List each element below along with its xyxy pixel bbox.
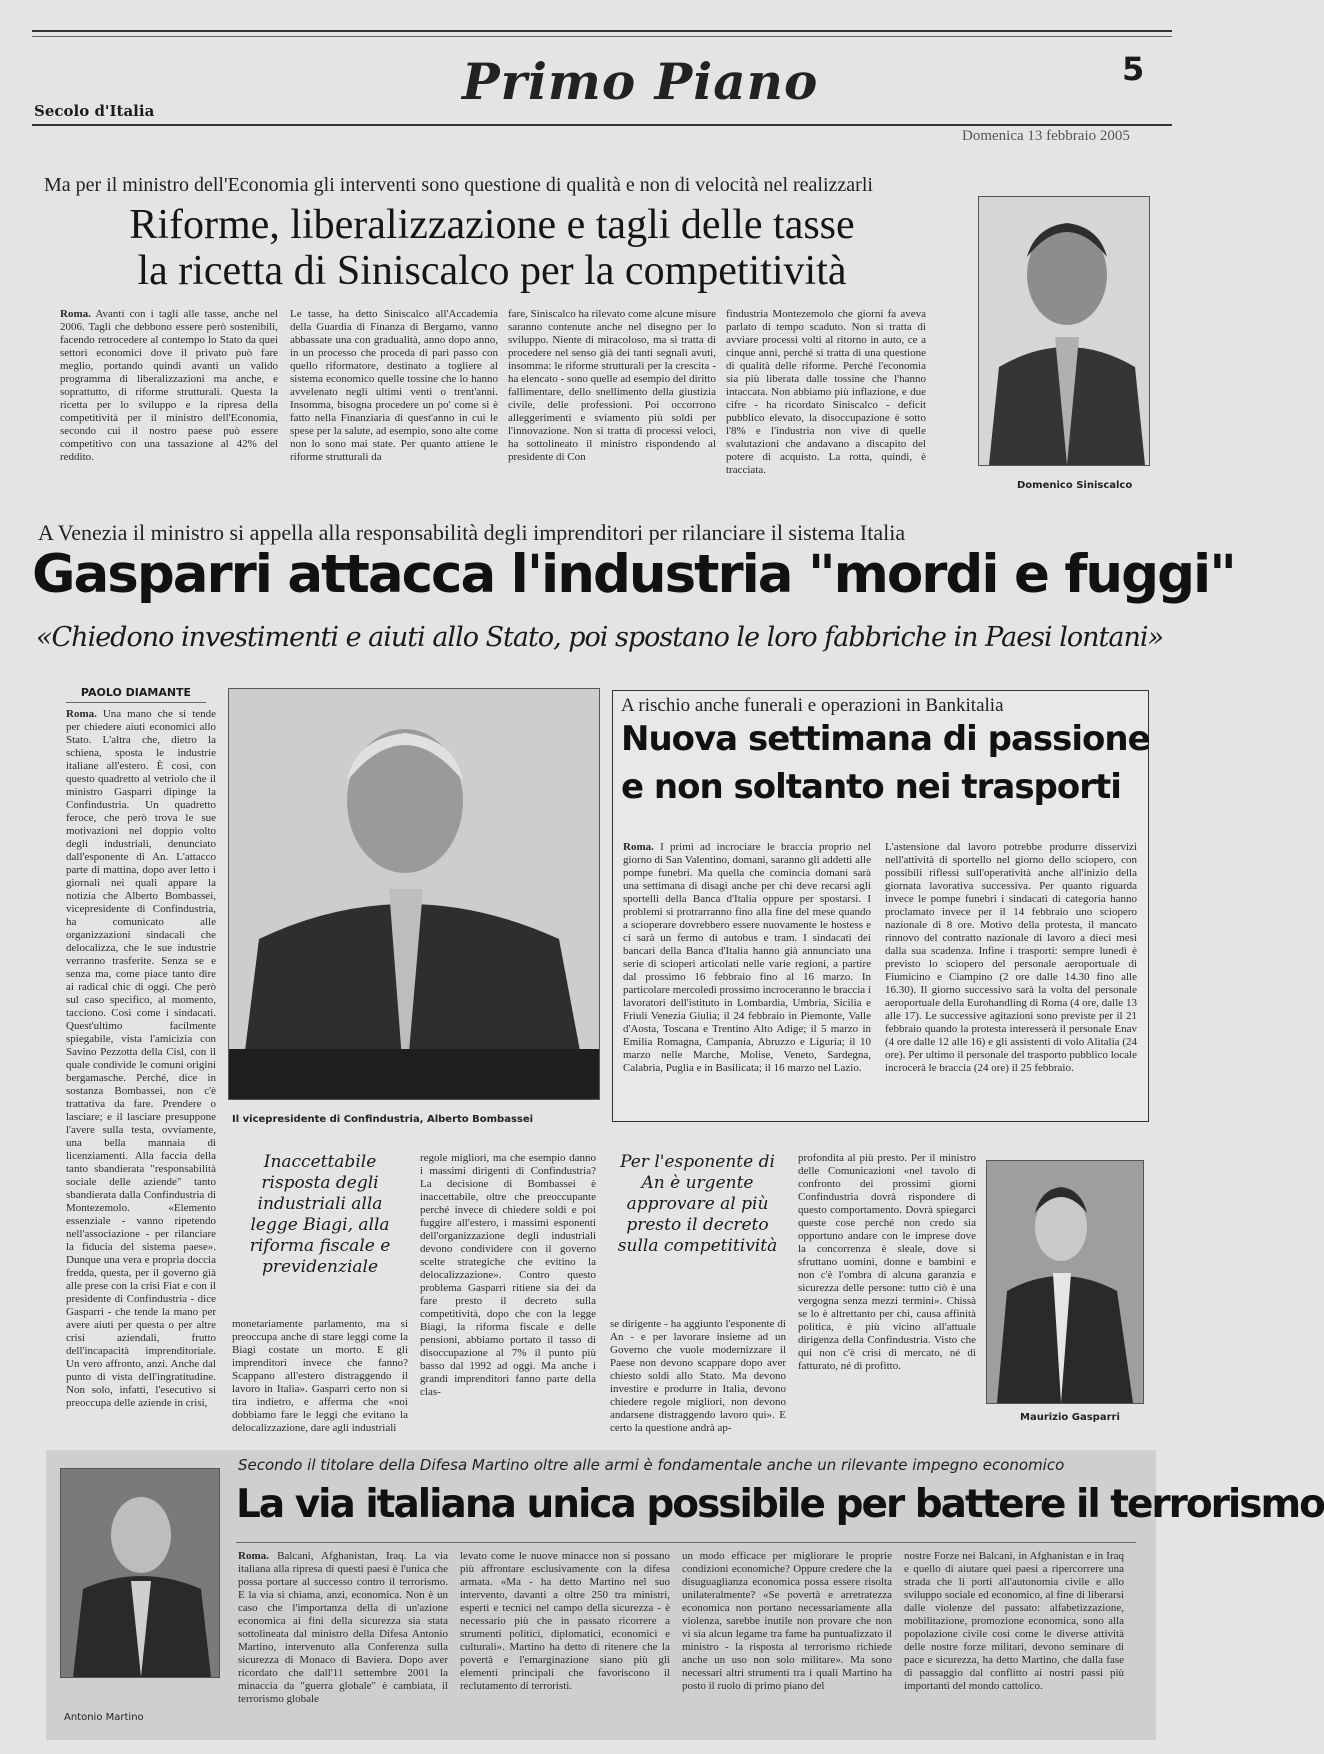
article-column: regole migliori, ma che esempio danno i massimi dirigenti di Confindustria? La decisione di Bombassei è inaccettabile, oltre che preoccupante perché invece di chiedere soldi e poi fuggire all'estero, i massimi esponenti dell'organizzazione degli industriali devono condividere con il governo scelte strategiche che evitino la delocalizzazione». Contro questo problema Gasparri ritiene sia dei da fare presto il decreto sulla competitività, dopo che con la legge Biagi, la riforma fiscale e delle pensioni, abbiamo portato il tasso di disoccupazione al 7% il punto più basso dal 1992 ad oggi. Ma anche i grandi imprenditori fanno parte della clas- <box>420 1152 596 1398</box>
article-column: levato come le nuove minacce non si possano più affrontare esclusivamente con la difesa armata. «Ma - ha detto Martino nel suo intervento, davanti a oltre 250 tra ministri, esperti e tecnici nel campo della sicurezza - è necessario più che in passato ricorrere a strumenti politici, diplomatici, economici e culturali». Martino ha detto di ritenere che la povertà e l'emarginazione siano più gli elementi principali che favoriscono il reclutamento di terroristi. <box>460 1550 670 1692</box>
pull-quote: Per l'esponente di An è urgente approvare al più presto il decreto sulla competitività <box>617 1152 778 1256</box>
headline-rule <box>236 1542 1136 1543</box>
article-siniscalco <box>32 168 1172 508</box>
article-subhead: «Chiedono investimenti e aiuti allo Stato, poi spostano le loro fabbriche in Paesi lontani» <box>36 622 1164 653</box>
article-column: monetariamente parlamento, ma si preoccupa anche di stare leggi come la Biagi costate un morto. E gli imprenditori invece che fanno? Scappano all'estero distraggendo il lavoro in Italia». Gasparri certo non si tira indietro, e afferma che «noi dobbiamo fare le leggi che evitano la delocalizzazione, dare agli industriali <box>232 1318 408 1434</box>
article-column <box>66 708 217 1409</box>
column-text: Una mano che si tende per chiedere aiuti economici allo Stato. L'altra che, dietro la schiena, sposta le industrie italiane all'estero. È così, con questo quadretto al vetriolo che il ministro Gasparri dipinge la Confindustria. Un quadretto feroce, che però trova le sue motivazioni nel doppio volto degli industriali, denunciato dall'esponente di An. L'attacco parte di mattina, dopo aver letto i giornali nei quali appare la notizia che Alberto Bombassei, vicepresidente di Confindustria, ha comunicato alle organizzazioni sindacali che delocalizza, che le sue industrie verranno trasferite. Senza se e senza ma, come piace tanto dire ai radical chic di oggi. Che però sul caso specifico, al momento, tacciono. Così come i sindacati. Quest'ultimo facilmente spiegabile, vista l'amicizia con Savino Pezzotta della Cisl, con il quale condivide le comuni origini bergamasche. Perché, dice in sostanza Bombassei, non c'è trattativa da fare. Prendere o lasciare; e il lasciare presuppone l'avere sulla testa, ovviamente, una bella mannaia di licenziamenti. Alla faccia della tanto sbandierata "responsabilità sociale delle aziende" tanto sbandierata dalla Confindustria di Montezemolo. «Elemento essenziale - vanno ripetendo nell'associazione - per rilanciare la fiducia del sistema paese». Dunque una vera e propria doccia fredda, questa, per il governo già alle prese con la crisi Fiat e con il presidente di Confindustria - dice Gasparri - che tende la mano per avere aiuti per questa o per altre crisi aziendali, frutto dell'incapacità imprenditoriale. Un vero affronto, anzi. Anche dal punto di vista dell'ingratitudine. Non solo, infatti, l'esecutivo si preoccupa delle aziende in crisi, <box>66 708 217 1409</box>
issue-date: Domenica 13 febbraio 2005 <box>962 128 1130 144</box>
photo-caption: Maurizio Gasparri <box>1020 1412 1120 1423</box>
article-column: Le tasse, ha detto Siniscalco all'Accademia della Guardia di Finanza di Bergamo, vanno abbassate una con gradualità, anno dopo anno, in un processo che proceda di pari passo con quello riformatore, destinato a togliere al sistema economico quelle tossine che lo hanno avvelenato negli ultimi venti o trent'anni. Insomma, bisogna procedere un po' come si è fatto nella Finanziaria di quest'anno in cui le spese per la salute, ad esempio, sono alte come non lo sono mai state. Per quanto attiene le riforme strutturali da <box>290 308 498 463</box>
portrait-illustration <box>987 1161 1143 1403</box>
article-column: un modo efficace per migliorare le proprie condizioni economiche? Oppure credere che la disuguaglianza economica possa essere risolta unilateralmente? «Se povertà e arretratezza economica non portano necessariamente alla violenza, sarebbe inutile non provare che non vi sia alcun legame tra fame ha puntualizzato il ministro - la risposta al terrorismo richiede anche un uso non solo militare». Ma sono necessari altri strumenti tra i quali Martino ha posto il ruolo di primo piano del <box>682 1550 892 1692</box>
paper-name: Secolo d'Italia <box>34 102 155 120</box>
article-kicker: A rischio anche funerali e operazioni in Bankitalia <box>621 695 1004 716</box>
column-text: I primi ad incrociare le braccia proprio nel giorno di San Valentino, domani, saranno gli addetti alle pompe funebri. Ma quella che comincia domani sarà una settimana di disagi anche per chi deve recarsi agli sportelli della Banca d'Italia oppure per spostarsi. I problemi si protrarranno fino alla fine del mese quando a scioperare dovrebbero essere nuovamente le hostess e ci sarà un fermo di autobus e tram. I sindacati dei bancari della Banca d'Italia hanno già annunciato una serie di scioperi articolati nelle varie regioni, a partire dal prossimo 16 febbraio fino al 16 marzo. In particolare mercoledì prossimo incroceranno le braccia i lavoratori dell'istituto in Lombardia, Umbria, Sicilia e Friuli Venezia Giulia; il 24 febbraio in Piemonte, Valle d'Aosta, Toscana e Trentino Alto Adige; il 5 marzo in Emilia Romagna, Campania, Abruzzo e Liguria; il 10 marzo nelle Marche, Molise, Veneto, Sardegna, Calabria, Puglia e in Basilicata; il 16 marzo nel Lazio. <box>623 841 872 1074</box>
dateline: Roma. <box>623 841 654 853</box>
article-kicker: Ma per il ministro dell'Economia gli interventi sono questione di qualità e non di velocità nel realizzarli <box>44 174 873 196</box>
section-title-text: Primo Piano <box>462 52 819 111</box>
photo-caption: Il vicepresidente di Confindustria, Alberto Bombassei <box>232 1114 534 1125</box>
article-headline-line1: Nuova settimana di passione <box>621 719 1150 759</box>
byline-rule <box>66 702 206 703</box>
byline: PAOLO DIAMANTE <box>80 686 192 699</box>
gasparri-photo <box>986 1160 1144 1404</box>
header <box>32 30 1172 150</box>
portrait-illustration <box>979 197 1149 465</box>
article-column <box>60 308 278 478</box>
martino-photo <box>60 1468 220 1678</box>
dateline: Roma. <box>66 708 97 720</box>
photo-caption: Domenico Siniscalco <box>1017 480 1133 491</box>
article-headline: Gasparri attacca l'industria "mordi e fuggi" <box>32 544 1235 605</box>
column-text: Avanti con i tagli alle tasse, anche nel 2006. Tagli che debbono essere però sostenibili, facendo retrocedere al contempo lo Stato da quei settori economici dove il privato può fare meglio, portando quindi avanti un valido programma di liberalizzazioni ma anche, e soprattutto, di riforme strutturali. Questa la ricetta per lo sviluppo e la ripresa della competitività per il ministro dell'Economia, secondo cui il nostro paese può essere competitivo con una tassazione al 42% del reddito. <box>60 308 278 463</box>
article-column: findustria Montezemolo che giorni fa aveva parlato di tempo scaduto. Non si tratta di avviare processi volti al ritorno in auto, ce a cinque anni, perché si tratta di una questione di qualità delle riforme. Perché l'economia sia più liberata dalle tossine che l'hanno intaccata. Non abbiamo più inflazione, e due cifre - ha ricordato Siniscalco - deficit pubblico elevato, la disoccupazione è sotto l'8% e l'industria non vive di quelle svalutazioni che andavano a discapito del potere di acquisto. La rotta, quindi, è tracciata. <box>726 308 926 476</box>
page-number: 5 <box>1122 50 1145 88</box>
article-headline-line2: la ricetta di Siniscalco per la competitività <box>137 248 847 294</box>
photo-caption: Antonio Martino <box>64 1712 144 1723</box>
article-column: profondita al più presto. Per il ministro delle Comunicazioni «nel tavolo di confronto dei prossimi giorni Confindustria dovrà rispondere di questo comportamento. Dovrà spiegarci queste cose perché non credo sia opportuno andare con le imprese dove la concorrenza è sleale, dove si sfruttano uomini, donne e bambini e non c'è l'ombra di alcuna garanzia e sicurezza delle persone: tutto ciò è una vergogna senza mezzi termini». Chissà se lo è altrettanto per chi, causa affinità politica, è più vicino all'attuale dirigenza della Confindustria. Visto che qui non c'è crisi di mercato, né di fatturato, né di profitto. <box>798 1152 976 1372</box>
bombassei-photo <box>228 688 600 1100</box>
top-rule <box>32 30 1172 32</box>
section-title <box>462 52 818 111</box>
article-headline: La via italiana unica possibile per battere il terrorismo <box>236 1482 1324 1527</box>
portrait-illustration <box>61 1469 219 1677</box>
article-column: L'astensione dal lavoro potrebbe produrre disservizi nell'attività di sportello nel giorno dello sciopero, con possibili riflessi sull'operatività anche all'inizio della giornata lavorativa successiva. Per quanto riguarda invece le pompe funebri i sindacati di categoria hanno proclamato invece per il 14 febbraio uno sciopero nazionale di 8 ore. Motivo della protesta, il mancato rinnovo del contratto nazionale di lavoro a dieci mesi dalla sua scadenza. Infine i trasporti: sempre lunedì è previsto lo sciopero del personale aeroportuale di Fiumicino e Ciampino (2 ore dalle 14.30 fino alle 16.30). Il giorno successivo sarà la volta del personale aeroportuale della Eurohandling di Roma (4 ore, dalle 13 alle 17). Le successive agitazioni sono previste per il 21 febbraio quando la protesta interesserà il personale Enav (4 ore dalle 12 alle 16) e gli assistenti di volo Alitalia (24 ore). Per ultimo il personale del trasporto pubblico locale incrocerà le braccia (24 ore) il 25 febbraio. <box>885 841 1137 1074</box>
article-column: se dirigente - ha aggiunto l'esponente di An - e per lavorare insieme ad un Governo che vuole modernizzare il Paese non devono scappare dopo aver chiesto soldi allo Stato. Ma devono investire e produrre in Italia, devono chiedere regole migliori, non devono andarsene distraggendo lavoro qui». E certo la questione andrà ap- <box>610 1318 786 1434</box>
article-kicker: A Venezia il ministro si appella alla responsabilità degli imprenditori per rilanciare il sistema Italia <box>38 520 906 545</box>
article-headline-line1: Riforme, liberalizzazione e tagli delle tasse <box>129 202 855 248</box>
article-column <box>238 1550 448 1730</box>
article-kicker: Secondo il titolare della Difesa Martino oltre alle armi è fondamentale anche un rilevante impegno economico <box>238 1456 1065 1474</box>
pull-quote: Inaccettabile risposta degli industriali alla legge Biagi, alla riforma fiscale e previdenziale <box>249 1152 391 1277</box>
article-column: nostre Forze nei Balcani, in Afghanistan e in Iraq e quello di aiutare quei paesi a ripercorrere una strada che li porti all'autonomia civile e allo sviluppo sociale ed economico, al fine di liberarsi dalle violenze del passato: alfabetizzazione, mobilitazione, promozione economica, sono alla popolazione civile cosi come le diverse attività delle nostre forze militari, devono seminare di pace e sicurezza, ha detto Martino, che dalla fase di passaggio dal conflitto ai nostri passi più importanti del mondo cattolico. <box>904 1550 1124 1692</box>
article-gasparri-header <box>32 520 1235 680</box>
column-text: Balcani, Afghanistan, Iraq. La via italiana alla ripresa di questi paesi è l'unica che possa portare al successo contro il terrorismo. E la via si chiama, anzi, economica. Non è un caso che l'importanza della di un'azione economica ai fini della sicurezza sia stata sottolineata dal ministro della Difesa Antonio Martino, intervenuto alla Conferenza sulla sicurezza di Monaco di Baviera. Dopo aver ricordato che dall'11 settembre 2001 la minaccia da "guerra globale" è cambiata, il terrorismo globale <box>238 1550 448 1705</box>
dateline: Roma. <box>60 308 91 320</box>
article-headline-line2: e non soltanto nei trasporti <box>621 767 1121 807</box>
article-bankitalia-box <box>612 690 1149 1122</box>
article-martino <box>46 1450 1324 1740</box>
article-column: fare, Siniscalco ha rilevato come alcune misure saranno contenute anche nel disegno per lo sviluppo. Niente di miracoloso, ma si tratta di procedere nel senso già dei tanti segnali avuti, insomma: le riforme strutturali per la crescita - ha elencato - sono quelle ad esempio del diritto fallimentare, dello snellimento della giustizia civile, delle professioni. Poi occorrono alleggerimenti e sviamento più soldi per l'innovazione. Non si tratta di processi veloci, ha sottolineato il ministro rispondendo al presidente di Con <box>508 308 716 463</box>
siniscalco-photo <box>978 196 1150 466</box>
portrait-illustration <box>229 689 599 1099</box>
article-column <box>623 841 871 1111</box>
top-rule-2 <box>32 36 1172 37</box>
dateline: Roma. <box>238 1550 269 1562</box>
header-rule <box>32 124 1172 126</box>
